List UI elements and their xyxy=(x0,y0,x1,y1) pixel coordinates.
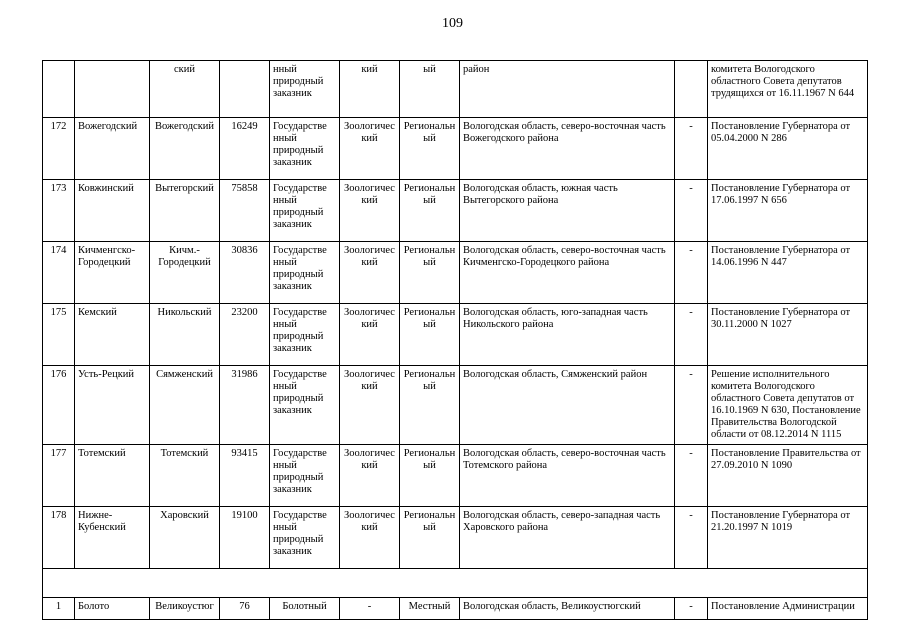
cell-significance: Региональн ый xyxy=(400,242,460,304)
cell-category: Государстве нный природный заказник xyxy=(270,507,340,569)
cell-category: Государстве нный природный заказник xyxy=(270,118,340,180)
nature-reserves-table xyxy=(42,60,868,620)
cell-district: Тотемский xyxy=(150,445,220,507)
cell-profile: Зоологичес кий xyxy=(340,242,400,304)
cell-number: 1 xyxy=(43,598,75,620)
cell-area: 76 xyxy=(220,598,270,620)
cell-number: 172 xyxy=(43,118,75,180)
cell-profile: Зоологичес кий xyxy=(340,304,400,366)
cell-number: 175 xyxy=(43,304,75,366)
cell-marker: - xyxy=(675,598,708,620)
cell-area: 19100 xyxy=(220,507,270,569)
page-number: 109 xyxy=(442,16,463,31)
cell-significance: Региональн ый xyxy=(400,304,460,366)
cell-name: Болото xyxy=(75,598,150,620)
cell-location: Вологодская область, юго-западная часть Никольского района xyxy=(460,304,675,366)
cell-number: 178 xyxy=(43,507,75,569)
table-row-spacer xyxy=(43,569,868,598)
cell-category: Болотный xyxy=(270,598,340,620)
cell-district: Вытегорский xyxy=(150,180,220,242)
cell-category: Государстве нный природный заказник xyxy=(270,445,340,507)
cell-profile: Зоологичес кий xyxy=(340,180,400,242)
cell-significance: Региональн ый xyxy=(400,445,460,507)
cell-profile: Зоологичес кий xyxy=(340,507,400,569)
cell-location: район xyxy=(460,61,675,118)
cell-name: Вожегодский xyxy=(75,118,150,180)
cell-district: Вожегодский xyxy=(150,118,220,180)
cell-name: Ковжинский xyxy=(75,180,150,242)
cell-category: Государстве нный природный заказник xyxy=(270,242,340,304)
table-row xyxy=(43,366,868,445)
cell-number xyxy=(43,61,75,118)
cell-name: Нижне-Кубенский xyxy=(75,507,150,569)
cell-location: Вологодская область, Сямженский район xyxy=(460,366,675,445)
cell-marker: - xyxy=(675,304,708,366)
cell-profile: Зоологичес кий xyxy=(340,366,400,445)
cell-district: Великоустюг xyxy=(150,598,220,620)
cell-marker xyxy=(675,61,708,118)
cell-marker: - xyxy=(675,366,708,445)
cell-category: Государстве нный природный заказник xyxy=(270,366,340,445)
cell-significance: Региональн ый xyxy=(400,507,460,569)
cell-significance: Местный xyxy=(400,598,460,620)
cell-category: нный природный заказник xyxy=(270,61,340,118)
cell-profile: кий xyxy=(340,61,400,118)
cell-marker: - xyxy=(675,118,708,180)
table-row xyxy=(43,507,868,569)
cell-location: Вологодская область, южная часть Вытегорского района xyxy=(460,180,675,242)
cell-document: Постановление Губернатора от 17.06.1997 N 656 xyxy=(708,180,868,242)
cell-significance: Региональн ый xyxy=(400,366,460,445)
table-row xyxy=(43,598,868,620)
cell-category: Государстве нный природный заказник xyxy=(270,180,340,242)
cell-district: Никольский xyxy=(150,304,220,366)
cell-district: Сямженский xyxy=(150,366,220,445)
cell-name: Тотемский xyxy=(75,445,150,507)
cell-location: Вологодская область, северо-восточная часть Тотемского района xyxy=(460,445,675,507)
cell-area xyxy=(220,61,270,118)
cell-location: Вологодская область, северо-западная часть Харовского района xyxy=(460,507,675,569)
cell-district: Харовский xyxy=(150,507,220,569)
cell-area: 31986 xyxy=(220,366,270,445)
cell-profile: Зоологичес кий xyxy=(340,118,400,180)
cell-area: 75858 xyxy=(220,180,270,242)
cell-name: Усть-Рецкий xyxy=(75,366,150,445)
cell-significance: Региональн ый xyxy=(400,118,460,180)
cell-name xyxy=(75,61,150,118)
spacer-cell xyxy=(43,569,868,598)
cell-name: Кемский xyxy=(75,304,150,366)
cell-document: Постановление Администрации xyxy=(708,598,868,620)
table-row xyxy=(43,180,868,242)
cell-document: Постановление Губернатора от 05.04.2000 N 286 xyxy=(708,118,868,180)
cell-marker: - xyxy=(675,242,708,304)
cell-document: комитета Вологодского областного Совета депутатов трудящихся от 16.11.1967 N 644 xyxy=(708,61,868,118)
cell-area: 30836 xyxy=(220,242,270,304)
cell-number: 173 xyxy=(43,180,75,242)
cell-marker: - xyxy=(675,507,708,569)
cell-profile: - xyxy=(340,598,400,620)
cell-document: Решение исполнительного комитета Вологодского областного Совета депутатов от 16.10.1969 N 630, Постановление Правительства Вологодской области от 08.12.2014 N 1115 xyxy=(708,366,868,445)
table-row xyxy=(43,304,868,366)
table-row xyxy=(43,242,868,304)
cell-area: 93415 xyxy=(220,445,270,507)
cell-location: Вологодская область, северо-восточная часть Вожегодского района xyxy=(460,118,675,180)
cell-location: Вологодская область, северо-восточная часть Кичменгско-Городецкого района xyxy=(460,242,675,304)
cell-document: Постановление Губернатора от 30.11.2000 N 1027 xyxy=(708,304,868,366)
cell-marker: - xyxy=(675,445,708,507)
cell-number: 177 xyxy=(43,445,75,507)
cell-name: Кичменгско-Городецкий xyxy=(75,242,150,304)
cell-district: Кичм.-Городецкий xyxy=(150,242,220,304)
cell-number: 174 xyxy=(43,242,75,304)
cell-significance: Региональн ый xyxy=(400,180,460,242)
cell-number: 176 xyxy=(43,366,75,445)
cell-marker: - xyxy=(675,180,708,242)
cell-district: ский xyxy=(150,61,220,118)
table-row xyxy=(43,445,868,507)
table-body xyxy=(43,61,868,620)
cell-document: Постановление Правительства от 27.09.2010 N 1090 xyxy=(708,445,868,507)
cell-document: Постановление Губернатора от 14.06.1996 N 447 xyxy=(708,242,868,304)
cell-location: Вологодская область, Великоустюгский xyxy=(460,598,675,620)
cell-area: 16249 xyxy=(220,118,270,180)
cell-profile: Зоологичес кий xyxy=(340,445,400,507)
table-row xyxy=(43,118,868,180)
table-row xyxy=(43,61,868,118)
cell-document: Постановление Губернатора от 21.20.1997 N 1019 xyxy=(708,507,868,569)
cell-significance: ый xyxy=(400,61,460,118)
cell-category: Государстве нный природный заказник xyxy=(270,304,340,366)
cell-area: 23200 xyxy=(220,304,270,366)
